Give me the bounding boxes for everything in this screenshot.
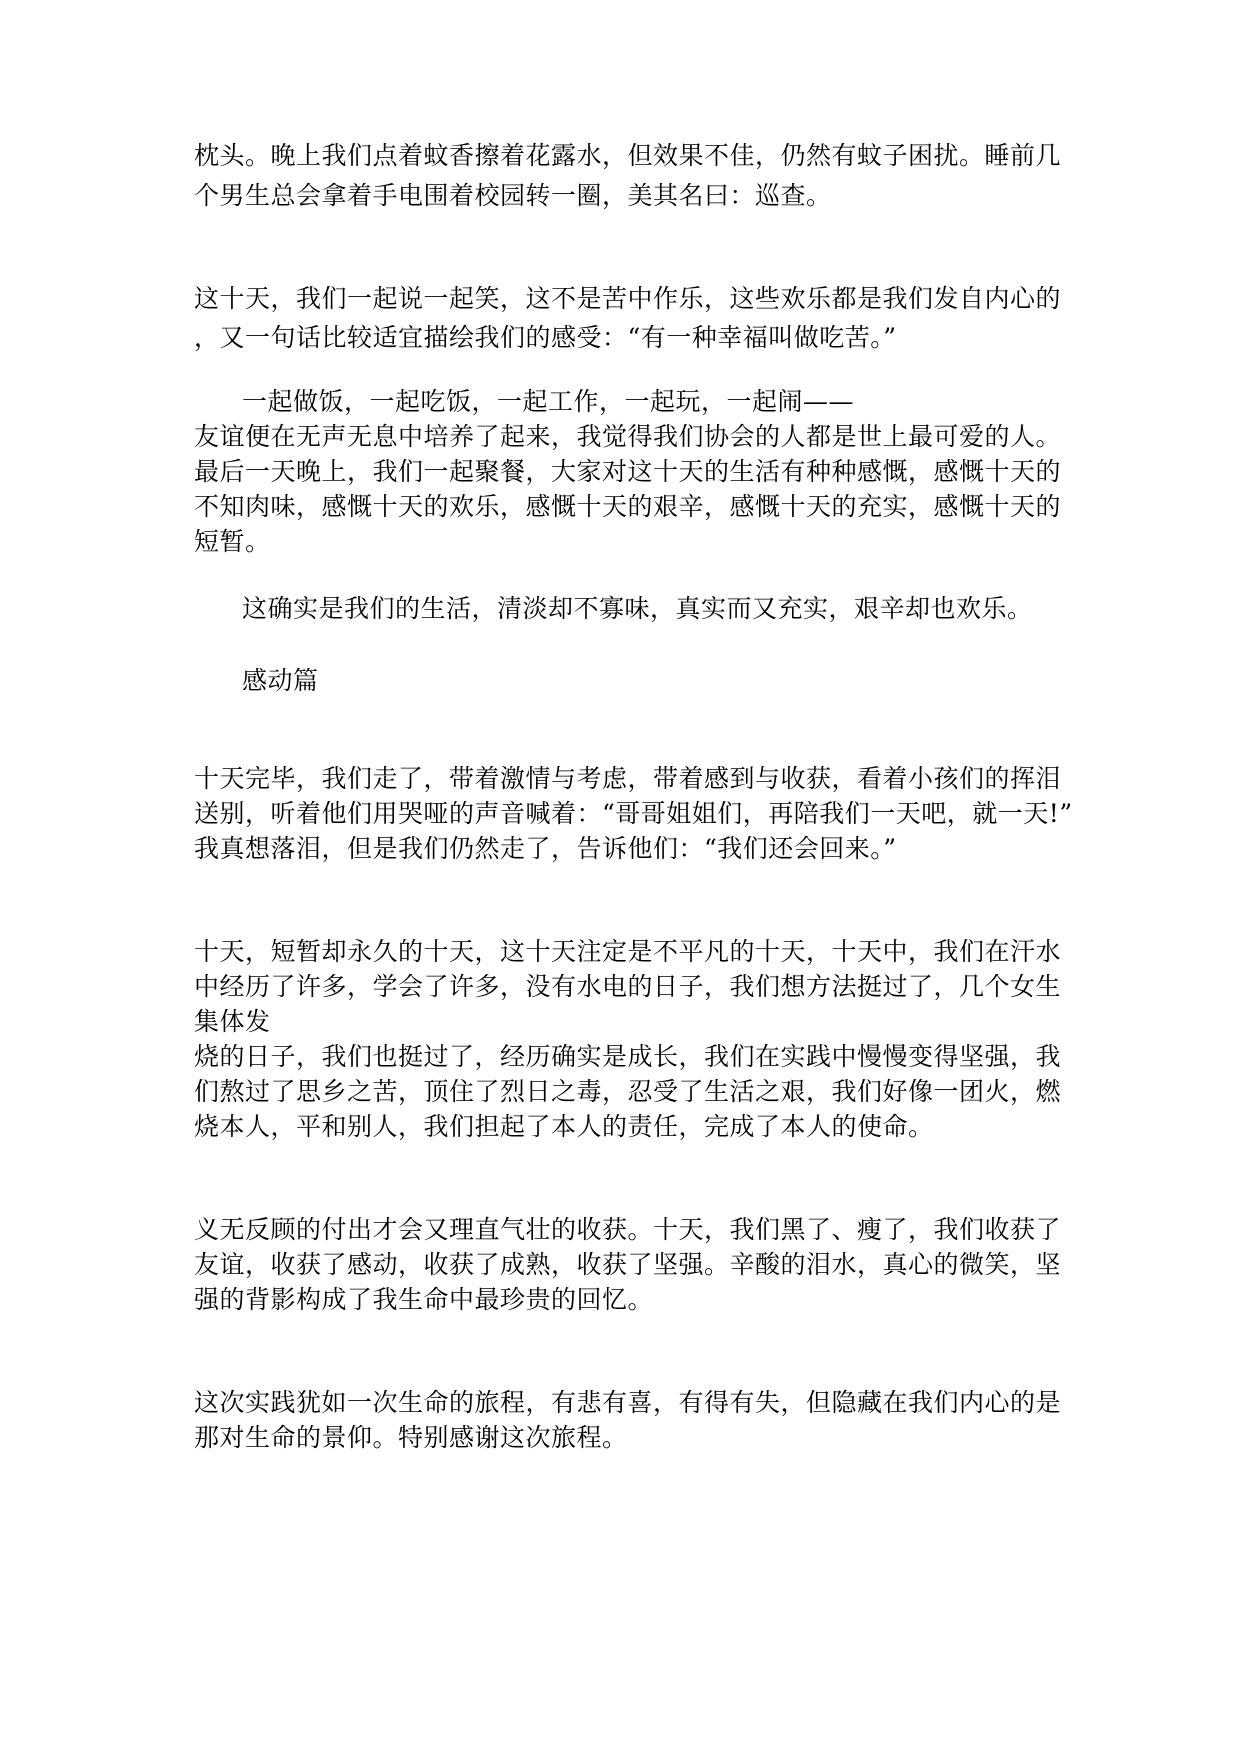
text-line: 最后一天晚上，我们一起聚餐，大家对这十天的生活有种种感慨，感慨十天的	[194, 457, 1062, 486]
text-line: 枕头。晚上我们点着蚊香擦着花露水，但效果不佳，仍然有蚊子困扰。睡前几	[194, 141, 1062, 170]
text-line: 十天，短暂却永久的十天，这十天注定是不平凡的十天，十天中，我们在汗水	[194, 937, 1062, 966]
text-line: 那对生命的景仰。特别感谢这次旅程。	[194, 1423, 628, 1452]
text-line: 友谊便在无声无息中培养了起来，我觉得我们协会的人都是世上最可爱的人。	[194, 422, 1062, 451]
text-line: 短暂。	[194, 527, 271, 556]
text-line: 强的背影构成了我生命中最珍贵的回忆。	[194, 1285, 654, 1314]
text-line: 不知肉味，感慨十天的欢乐，感慨十天的艰辛，感慨十天的充实，感慨十天的	[194, 492, 1062, 521]
text-line: 十天完毕，我们走了，带着激情与考虑，带着感到与收获，看着小孩们的挥泪	[194, 764, 1062, 793]
text-line: 们熬过了思乡之苦，顶住了烈日之毒，忍受了生活之艰，我们好像一团火，燃	[194, 1077, 1062, 1106]
section-heading: 感动篇	[242, 666, 319, 695]
text-line: 烧本人，平和别人，我们担起了本人的责任，完成了本人的使命。	[194, 1112, 934, 1141]
text-line: 一起做饭，一起吃饭，一起工作，一起玩，一起闹——	[242, 387, 855, 416]
text-line: 这十天，我们一起说一起笑，这不是苦中作乐，这些欢乐都是我们发自内心的	[194, 284, 1062, 313]
text-line: 这次实践犹如一次生命的旅程，有悲有喜，有得有失，但隐藏在我们内心的是	[194, 1388, 1062, 1417]
text-line: ，又一句话比较适宜描绘我们的感受：“有一种幸福叫做吃苦。”	[194, 323, 897, 352]
text-line: 义无反顾的付出才会又理直气壮的收获。十天，我们黑了、瘦了，我们收获了	[194, 1215, 1062, 1244]
text-line: 集体发	[194, 1007, 271, 1036]
text-line: 我真想落泪，但是我们仍然走了，告诉他们：“我们还会回来。”	[194, 834, 897, 863]
text-line: 送别，听着他们用哭哑的声音喊着：“哥哥姐姐们，再陪我们一天吧，就一天!”	[194, 799, 1073, 828]
text-line: 中经历了许多，学会了许多，没有水电的日子，我们想方法挺过了，几个女生	[194, 972, 1062, 1001]
text-line: 友谊，收获了感动，收获了成熟，收获了坚强。辛酸的泪水，真心的微笑，坚	[194, 1250, 1062, 1279]
text-line: 烧的日子，我们也挺过了，经历确实是成长，我们在实践中慢慢变得坚强，我	[194, 1042, 1062, 1071]
text-line: 这确实是我们的生活，清淡却不寡味，真实而又充实，艰辛却也欢乐。	[242, 594, 1033, 623]
text-line: 个男生总会拿着手电围着校园转一圈，美其名曰：巡查。	[194, 181, 832, 210]
